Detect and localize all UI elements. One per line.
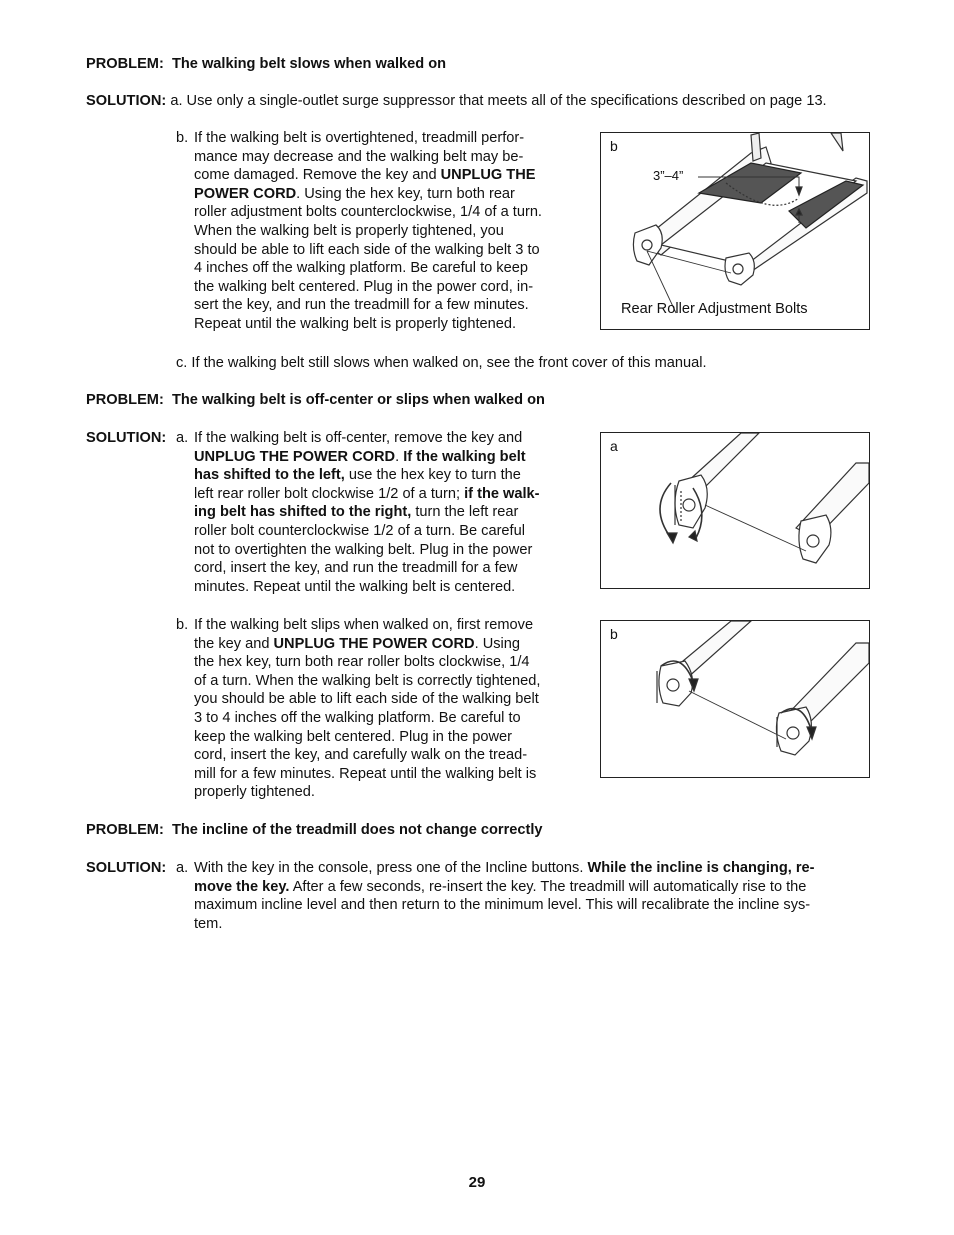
problem-1-item-b-text bbox=[194, 129, 542, 334]
text-line: cord, insert the key, and carefully walk on the tread- bbox=[194, 747, 528, 764]
problem-3-item-a-text bbox=[194, 859, 815, 933]
problem-2-item-b-marker: b. bbox=[176, 617, 189, 633]
roller-bolt-illustration-a bbox=[601, 433, 869, 588]
text-line: tem. bbox=[194, 915, 223, 932]
text-line: maximum incline level and then return to the minimum level. This will recalibrate the incline sys- bbox=[194, 897, 811, 914]
text-line: cord, insert the key, and run the treadmill for a few bbox=[194, 560, 518, 577]
problem-2-item-b-text bbox=[194, 616, 540, 802]
text-line: UNPLUG THE POWER CORD. If the walking belt bbox=[194, 448, 526, 465]
problem-label: PROBLEM: bbox=[86, 822, 164, 838]
text-line: not to overtighten the walking belt. Plug in the power bbox=[194, 541, 533, 558]
page-number: 29 bbox=[468, 1174, 486, 1191]
problem-1-heading bbox=[86, 55, 446, 74]
text-line: roller adjustment bolts counterclockwise, 1/4 of a turn. bbox=[194, 204, 542, 221]
problem-3-item-a-marker: a. bbox=[176, 860, 189, 876]
problem-2-item-a-text bbox=[194, 429, 540, 596]
text-line: If the walking belt is off-center, remove the key and bbox=[194, 430, 523, 446]
text-line: come damaged. Remove the key and UNPLUG THE bbox=[194, 167, 536, 184]
problem-2-item-a-marker: a. bbox=[176, 430, 189, 446]
text-line: If the walking belt is overtightened, treadmill perfor- bbox=[194, 130, 525, 146]
figure-belt-tightening bbox=[600, 620, 870, 778]
text-line: minutes. Repeat until the walking belt is centered. bbox=[194, 578, 516, 595]
figure-rear-roller-adjustment bbox=[600, 132, 870, 330]
text-line: 3 to 4 inches off the walking platform. Be careful to bbox=[194, 709, 521, 726]
problem-title: The incline of the treadmill does not change correctly bbox=[171, 822, 543, 838]
text-line: of a turn. When the walking belt is correctly tightened, bbox=[194, 672, 541, 689]
text-line: move the key. After a few seconds, re-insert the key. The treadmill will automatically rise to the bbox=[194, 878, 807, 895]
text-line: sert the key, and run the treadmill for a few minutes. bbox=[194, 297, 529, 314]
text-line: left rear roller bolt clockwise 1/2 of a turn; if the walk- bbox=[194, 485, 540, 502]
figure-belt-centering bbox=[600, 432, 870, 589]
text-line: the hex key, turn both rear roller bolts clockwise, 1/4 bbox=[194, 654, 530, 671]
problem-2-solution-label: SOLUTION: bbox=[86, 430, 167, 446]
roller-bolt-illustration-b bbox=[601, 621, 869, 777]
problem-1-item-b-marker: b. bbox=[176, 130, 189, 146]
figure-tag: b bbox=[610, 138, 618, 154]
problem-label: PROBLEM: bbox=[86, 56, 164, 72]
figure-tag: b bbox=[610, 626, 618, 642]
text-line: If the walking belt slips when walked on, first remove bbox=[194, 617, 534, 633]
text-line: keep the walking belt centered. Plug in the power bbox=[194, 728, 513, 745]
text-line: ing belt has shifted to the right, turn the left rear bbox=[194, 504, 519, 521]
text-line: 4 inches off the walking platform. Be careful to keep bbox=[194, 260, 528, 277]
text-line: the key and UNPLUG THE POWER CORD. Using bbox=[194, 635, 521, 652]
figure-tag: a bbox=[610, 438, 618, 454]
problem-title: The walking belt is off-center or slips when walked on bbox=[171, 392, 545, 408]
solution-label: SOLUTION: bbox=[86, 93, 167, 109]
text-line: Repeat until the walking belt is properly tightened. bbox=[194, 315, 517, 332]
text-line: roller bolt counterclockwise 1/2 of a turn. Be careful bbox=[194, 522, 525, 539]
solution-text: a. Use only a single-outlet surge suppressor that meets all of the specifications described on page 13. bbox=[170, 93, 827, 109]
text-line: should be able to lift each side of the walking belt 3 to bbox=[194, 241, 540, 258]
text-line: you should be able to lift each side of the walking belt bbox=[194, 691, 539, 708]
measurement-label: 3”–4” bbox=[653, 168, 684, 183]
problem-3-heading bbox=[86, 821, 543, 840]
text-line: POWER CORD. Using the hex key, turn both rear bbox=[194, 185, 515, 202]
text-line: mance may decrease and the walking belt may be- bbox=[194, 148, 524, 165]
problem-title: The walking belt slows when walked on bbox=[171, 56, 447, 72]
problem-1-item-c: c. If the walking belt still slows when walked on, see the front cover of this manual. bbox=[176, 355, 707, 371]
text-line: mill for a few minutes. Repeat until the walking belt is bbox=[194, 765, 537, 782]
problem-label: PROBLEM: bbox=[86, 392, 164, 408]
problem-2-heading bbox=[86, 391, 545, 410]
text-line: has shifted to the left, use the hex key to turn the bbox=[194, 467, 521, 484]
text-line: When the walking belt is properly tightened, you bbox=[194, 222, 504, 239]
figure-caption: Rear Roller Adjustment Bolts bbox=[621, 301, 808, 317]
text-line: properly tightened. bbox=[194, 784, 315, 801]
problem-3-solution-label: SOLUTION: bbox=[86, 860, 167, 876]
text-line: the walking belt centered. Plug in the power cord, in- bbox=[194, 278, 534, 295]
treadmill-rear-illustration bbox=[601, 133, 869, 329]
problem-1-solution-a bbox=[86, 92, 827, 111]
text-line: With the key in the console, press one of the Incline buttons. While the incline is changing, re- bbox=[194, 860, 815, 876]
